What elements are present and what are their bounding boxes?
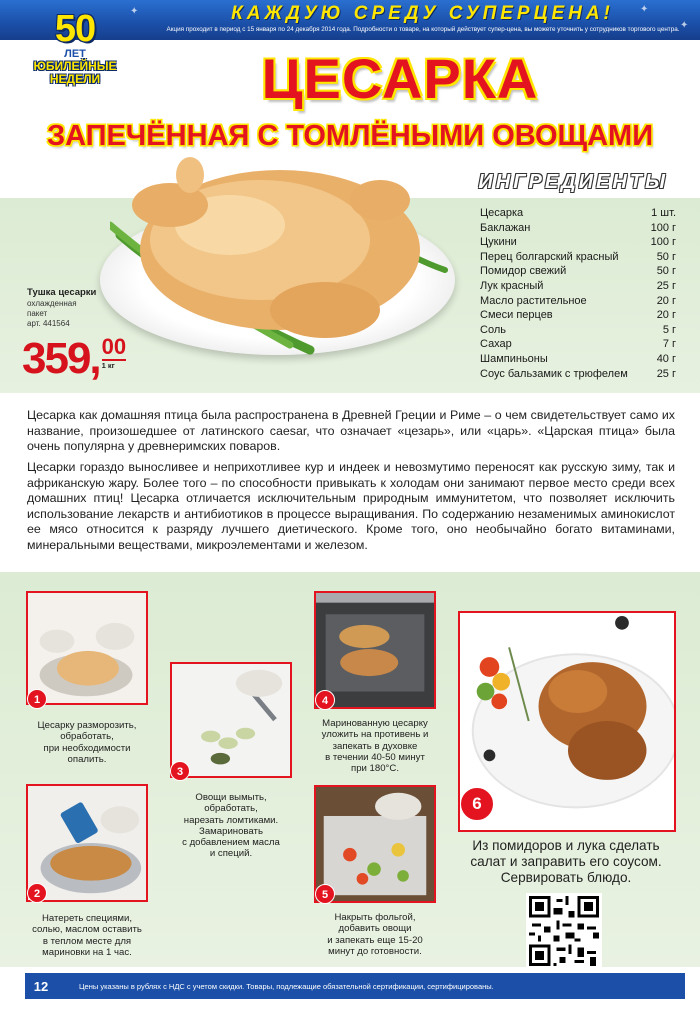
ingredient-row [480, 250, 676, 265]
ingredient-row [480, 337, 676, 352]
step-3-number: 3 [170, 761, 190, 781]
ingredient-row [480, 264, 676, 279]
ingredient-name: Шампиньоны [480, 352, 548, 365]
ingredient-qty: 50 г [656, 265, 676, 278]
qr-code-image[interactable] [526, 893, 602, 969]
sparkle-icon: ✦ [130, 6, 139, 17]
footer-bar [25, 973, 685, 999]
ingredient-qty: 7 г [662, 338, 676, 351]
step-1-number: 1 [27, 689, 47, 709]
ingredient-row [480, 235, 676, 250]
ingredient-qty: 100 г [650, 236, 676, 249]
step-3-photo [170, 662, 292, 778]
ingredient-name: Соус бальзамик с трюфелем [480, 367, 628, 380]
ingredient-name: Цесарка [480, 207, 524, 219]
badge-number: 50 [54, 8, 96, 50]
ingredient-name: Баклажан [480, 221, 531, 234]
product-article: арт. 441564 [27, 319, 70, 328]
ingredient-row [480, 308, 676, 323]
ingredient-row [480, 206, 676, 221]
banner-disclaimer: Акция проходит в период с 15 января по 24 декабря 2014 года. Подробности о товаре, на который действует супер-цена, вы можете уточнить у сотрудников торгового центра. [166, 26, 680, 33]
step-2-photo [26, 784, 148, 902]
ingredient-row [480, 279, 676, 294]
ingredient-name: Перец болгарский красный [480, 250, 619, 263]
page-subtitle: ЗАПЕЧЁННАЯ С ТОМЛЁНЫМИ ОВОЩАМИ [46, 120, 654, 152]
body-paragraph-1: Цесарка как домашняя птица была распространена в Древней Греции и Риме – о чем свидетельствует само их название, произошедшее от латинского caesar, что означает «цезарь», или «царь». «Царская птица» была очень популярна у древнеримских поваров. [27, 408, 675, 454]
step-4-photo [314, 591, 436, 709]
banner-slogan: КАЖДУЮ СРЕДУ СУПЕРЦЕНА! [231, 3, 614, 24]
ingredient-name: Смеси перцев [480, 309, 553, 322]
badge-line-2: НЕДЕЛИ [49, 72, 101, 86]
anniversary-badge [30, 10, 120, 102]
badge-line-1: ЮБИЛЕЙНЫЕ [33, 59, 117, 73]
step-5-number: 5 [315, 884, 335, 904]
ingredient-qty: 20 г [656, 309, 676, 322]
roast-chicken-image [110, 145, 450, 365]
step-4-number: 4 [315, 690, 335, 710]
step-6-number: 6 [460, 787, 494, 821]
ingredients-title: ИНГРЕДИЕНТЫ [478, 171, 668, 193]
price-integer: 359, [22, 334, 100, 383]
step-3-caption: Овощи вымыть, обработать, нарезать ломтиками. Замариновать с добавлением масла и специй. [182, 792, 280, 860]
ingredient-qty: 25 г [656, 279, 676, 292]
price-unit: 1 кг [101, 361, 115, 370]
step-2-number: 2 [27, 883, 47, 903]
ingredient-row [480, 352, 676, 367]
body-paragraph-2: Цесарки гораздо выносливее и неприхотливее кур и индеек и невозмутимо переносят как русскую зиму, так и африканскую жару. Более того – по способности привыкать к холодам они занимают первое место среди всех домашних птиц! Цесарка отличается исключительным природным иммунитетом, что позволяет исключить использование лекарств и антибиотиков в процессе выращивания. По содержанию незаменимых аминокислот ее мясо относится к разряду лучшего диетического. Кроме того, оно необычайно богато витаминами, минеральными веществами, микроэлементами и железом. [27, 460, 675, 552]
step-1-photo [26, 591, 148, 705]
ingredient-qty: 40 г [656, 352, 676, 365]
ingredient-name: Помидор свежий [480, 265, 567, 278]
ingredient-name: Сахар [480, 338, 512, 351]
page-title: ЦЕСАРКА [261, 47, 539, 110]
step-4-caption: Маринованную цесарку уложить на противень и запекать в духовке в течении 40-50 минут при 180°С. [321, 718, 429, 775]
step-6-caption: Из помидоров и лука сделать салат и заправить его соусом. Сервировать блюдо. [470, 838, 662, 885]
ingredients-list [480, 206, 676, 381]
ingredient-row [480, 221, 676, 236]
product-meta: пакет [27, 309, 48, 318]
ingredient-row [480, 323, 676, 338]
ingredient-qty: 25 г [656, 367, 676, 380]
page-number: 12 [33, 978, 49, 994]
ingredient-qty: 20 г [656, 294, 676, 307]
ingredient-qty: 1 шт. [651, 207, 676, 219]
sparkle-icon: ✦ [680, 20, 689, 31]
price-fraction: 00 [101, 334, 127, 359]
step-5-photo [314, 785, 436, 903]
ingredient-name: Соль [480, 323, 506, 336]
ingredient-name: Лук красный [480, 279, 544, 292]
product-name: Тушка цесарки [27, 287, 97, 298]
ingredient-name: Цукини [480, 236, 517, 249]
step-5-caption: Накрыть фольгой, добавить овощи и запекать еще 15-20 минут до готовности. [327, 912, 423, 957]
ingredient-row [480, 294, 676, 309]
step-2-caption: Натереть специями, солью, маслом оставить в теплом месте для мариновки на 1 час. [32, 913, 142, 958]
ingredient-qty: 50 г [656, 250, 676, 263]
ingredient-qty: 5 г [662, 323, 676, 336]
sparkle-icon: ✦ [640, 4, 649, 15]
price-tag [22, 336, 126, 386]
ingredient-row [480, 367, 676, 382]
badge-years: ЛЕТ [64, 48, 86, 60]
ingredient-qty: 100 г [650, 221, 676, 234]
footer-note: Цены указаны в рублях с НДС с учетом скидки. Товары, подлежащие обязательной сертификации, сертифицированы. [79, 981, 494, 991]
product-meta: охлажденная [27, 299, 77, 308]
ingredient-name: Масло растительное [480, 294, 587, 307]
step-1-caption: Цесарку разморозить, обработать, при необходимости опалить. [37, 720, 137, 765]
